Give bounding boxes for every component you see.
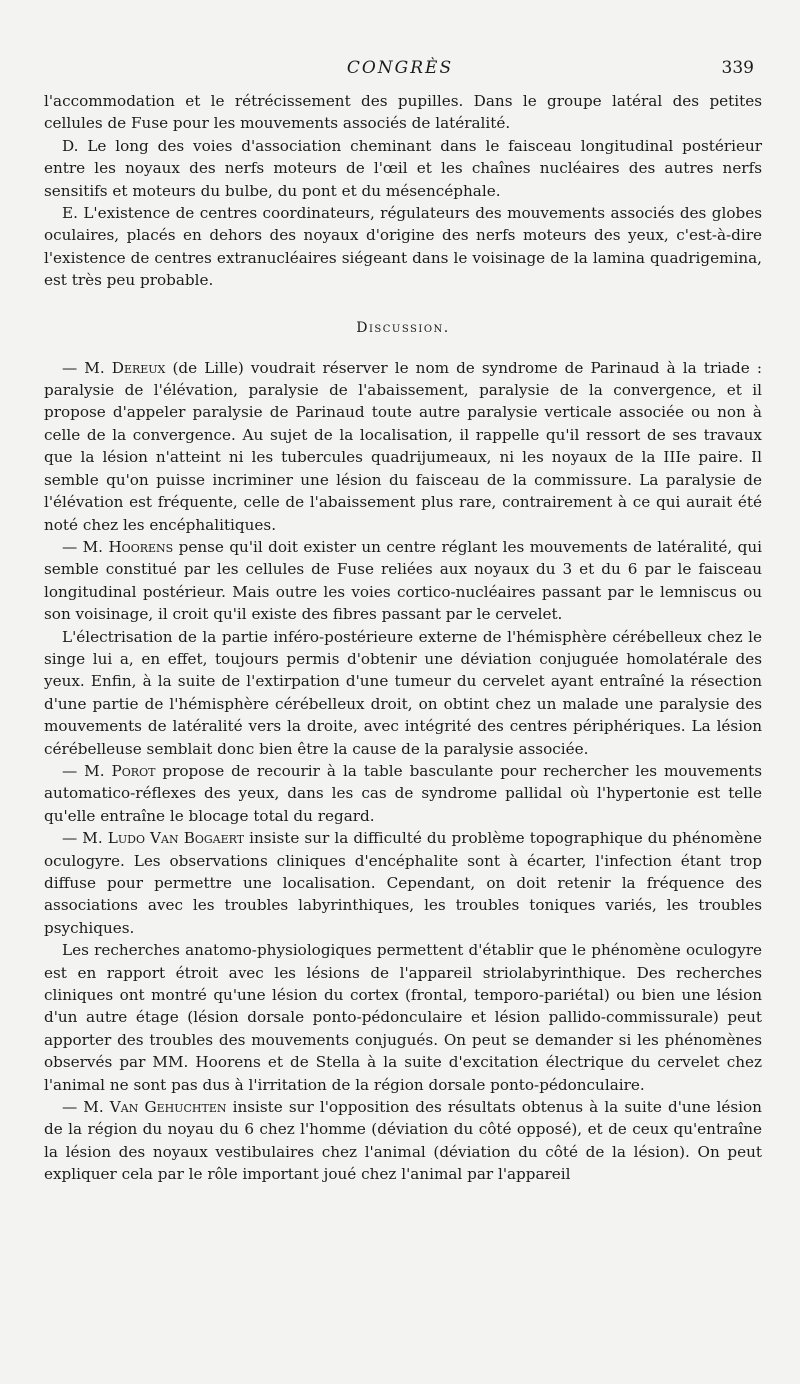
paragraph: E. L'existence de centres coordinateurs, régulateurs des mouvements associés des globes oculaires, placés en dehors des noyaux d'origine des nerfs moteurs des yeux, c'est-à-dire l'existence de centres extranucléaires siégeant dans le voisinage de la lamina quadrigemina, est très peu probable. [44, 204, 762, 290]
dash: — M. [62, 1098, 110, 1117]
discussion-paragraph [44, 827, 762, 939]
paragraph-text: L'électrisation de la partie inféro-postérieure externe de l'hémisphère cérébelleux chez le singe lui a, en effet, toujours permis d'obtenir une déviation conjuguée homolatérale des yeux. Enfin, à la suite de l'extirpation d'une tumeur du cervelet ayant entraîné la résection d'une partie de l'hémisphère cérébelleux droit, on obtint chez un malade une paralysie des mouvements de latéralité vers la droite, avec intégrité des centres périphériques. La lésion cérébelleuse semblait donc bien être la cause de la paralysie associée. [44, 627, 762, 758]
running-title: CONGRÈS [346, 58, 454, 78]
discussion-paragraph [44, 1096, 762, 1186]
paragraph-text: Les recherches anatomo-physiologiques permettent d'établir que le phénomène oculogyre est en rapport étroit avec les lésions de l'appareil striolabyrinthique. Des recherches cliniques ont montré qu'une lésion du cortex (frontal, temporo-pariétal) ou bien une lésion d'un autre étage (lésion dorsale ponto-pédonculaire et lésion pallido-commissurale) peut apporter des troubles des mouvements conjugués. On peut se demander si les phénomènes observés par MM. Hoorens et de Stella à la suite d'excitation électrique du cervelet chez l'animal ne sont pas dus à l'irritation de la région dorsale ponto-pédonculaire. [44, 941, 762, 1094]
speaker-name: Porot [111, 761, 156, 780]
discussion-paragraph [44, 536, 762, 626]
paragraph: l'accommodation et le rétrécissement des pupilles. Dans le groupe latéral des petites cellules de Fuse pour les mouvements associés de latéralité. [44, 92, 762, 133]
paragraph: D. Le long des voies d'association cheminant dans le faisceau longitudinal postérieur entre les noyaux des nerfs moteurs de l'œil et les chaînes nucléaires des autres nerfs sensitifs et moteurs du bulbe, du pont et du mésencéphale. [44, 136, 762, 200]
speaker-name: Ludo Van Bogaert [107, 829, 245, 848]
paragraph-text: insiste sur l'opposition des résultats obtenus à la suite d'une lésion de la région du noyau du 6 chez l'homme (déviation du côté opposé), et de ceux qu'entraîne la lésion des noyaux vestibulaires chez l'animal (déviation du côté de la lésion). On peut expliquer cela par le rôle important joué chez l'animal par l'appareil [44, 1098, 762, 1184]
page-header [0, 58, 800, 82]
dash: — M. [62, 761, 112, 780]
discussion-paragraph [44, 760, 762, 827]
dash: — M. [62, 537, 109, 556]
discussion-paragraph [44, 357, 762, 536]
page-number: 339 [721, 58, 754, 78]
paragraph-text: pense qu'il doit exister un centre réglant les mouvements de latéralité, qui semble constitué par les cellules de Fuse reliées aux noyaux du 3 et du 6 par le faisceau longitudinal postérieur. Mais outre les voies cortico-nucléaires passant par le lemniscus ou son voisinage, il croit qu'il existe des fibres passant par le cervelet. [44, 537, 762, 624]
paragraph-text: (de Lille) voudrait réserver le nom de syndrome de Parinaud à la triade : paralysie de l'élévation, paralysie de l'abaissement, paralysie de la convergence, et il propose d'appeler paralysie de Parinaud toute autre paralysie verticale associée ou non à celle de la convergence. Au sujet de la localisation, il rappelle qu'il ressort de ses travaux que la lésion n'atteint ni les tubercules quadrijumeaux, ni les noyaux de la IIIe paire. Il semble qu'on puisse incriminer une lésion du faisceau de la commissure. La paralysie de l'élévation est fréquente, celle de l'abaissement plus rare, contrairement à ce qui aurait été noté chez les encéphalitiques. [44, 358, 762, 534]
section-heading: Discussion. [356, 319, 450, 336]
discussion-paragraph [44, 626, 762, 760]
speaker-name: Dereux [111, 358, 166, 377]
paragraph-text: insiste sur la difficulté du problème topographique du phénomène oculogyre. Les observations cliniques d'encéphalite sont à écarter, l'infection étant trop diffuse pour permettre une localisation. Cependant, on doit retenir la fréquence des associations avec les troubles labyrinthiques, les troubles toniques variés, les troubles psychiques. [44, 829, 762, 937]
speaker-name: Van Gehuchten [109, 1098, 227, 1117]
paragraph-text: propose de recourir à la table basculante pour rechercher les mouvements automatico-réflexes des yeux, dans les cas de syndrome pallidal où l'hypertonie est telle qu'elle entraîne le blocage total du regard. [44, 761, 762, 825]
dash: — M. [62, 829, 108, 848]
discussion-paragraph [44, 939, 762, 1096]
speaker-name: Hoorens [108, 537, 174, 556]
dash: — M. [62, 358, 112, 377]
page-body [44, 90, 762, 1186]
